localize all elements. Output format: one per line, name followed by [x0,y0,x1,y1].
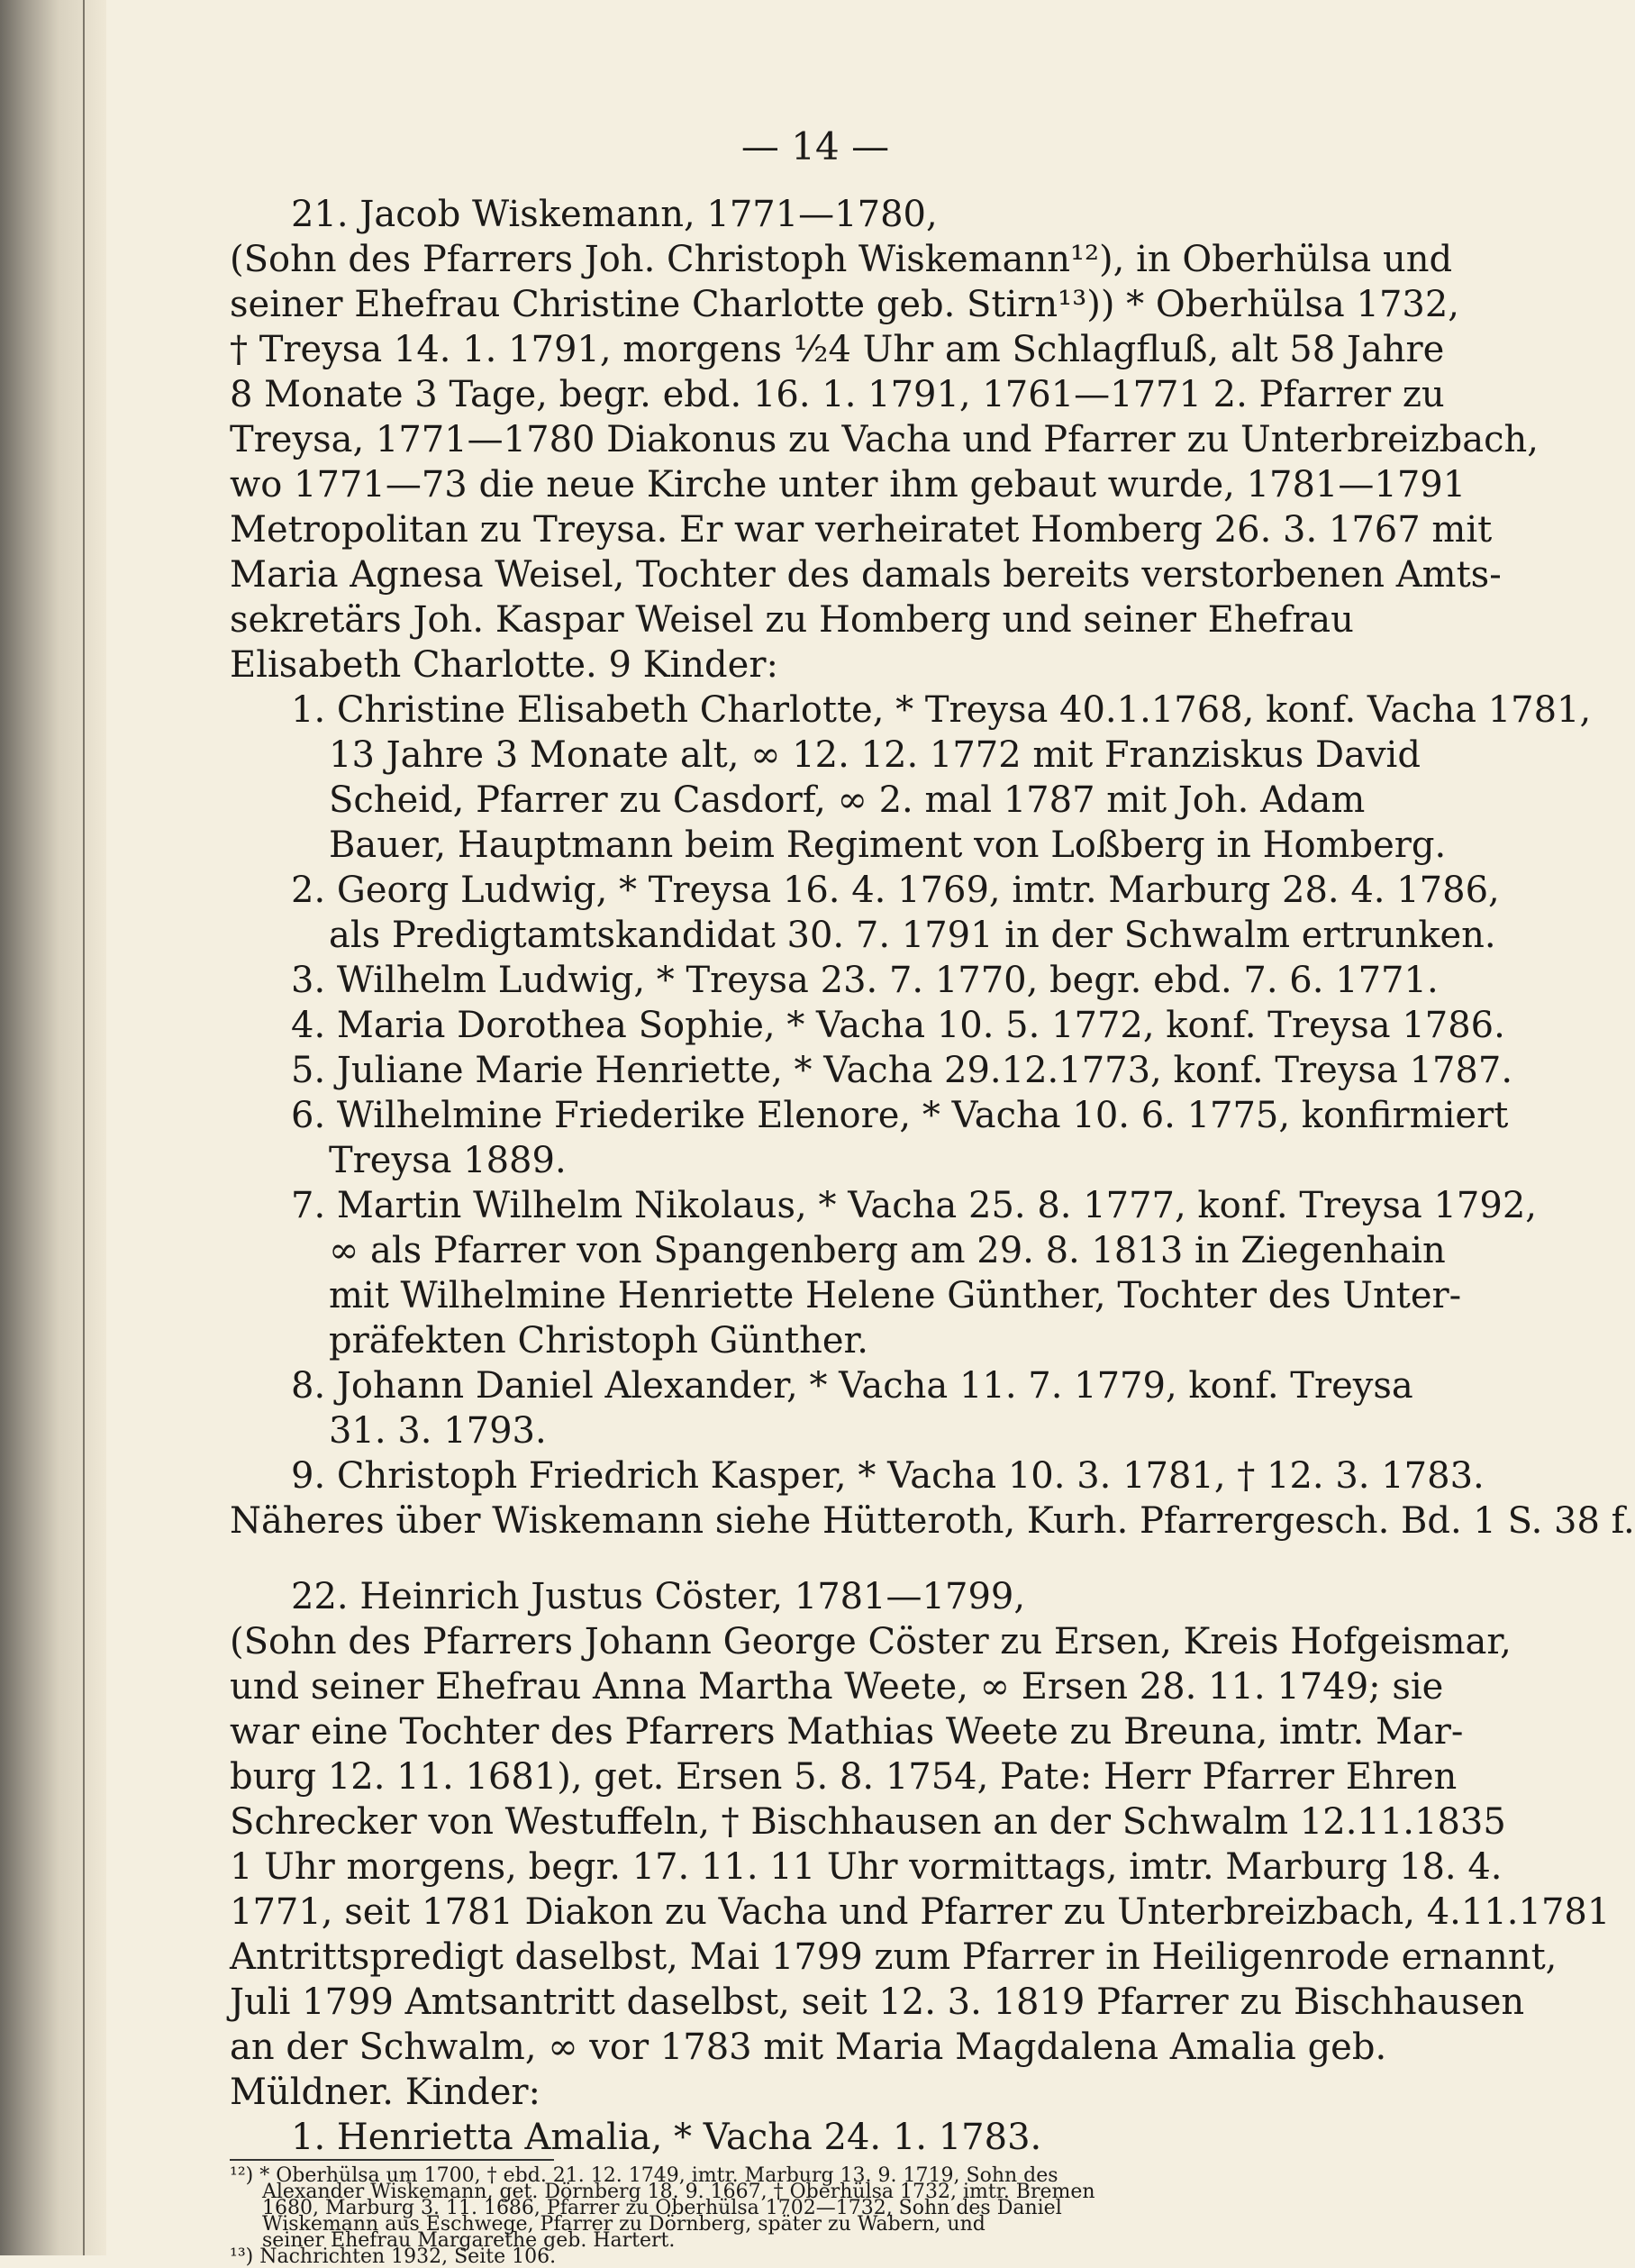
text-line: (Sohn des Pfarrers Joh. Christoph Wiskemann¹²), in Oberhülsa und [230,239,1453,280]
text-line: und seiner Ehefrau Anna Martha Weete, ∞ Ersen 28. 11. 1749; sie [230,1666,1444,1708]
text-line: war eine Tochter des Pfarrers Mathias Weete zu Breuna, imtr. Mar- [230,1711,1464,1753]
text-line: Müldner. Kinder: [230,2072,541,2113]
book-spine-shadow [0,0,106,2255]
text-line: an der Schwalm, ∞ vor 1783 mit Maria Magdalena Amalia geb. [230,2027,1387,2068]
child-item-continuation: 13 Jahre 3 Monate alt, ∞ 12. 12. 1772 mit Franziskus David [329,734,1421,776]
text-line: Antrittspredigt daselbst, Mai 1799 zum Pfarrer in Heiligenrode ernannt, [230,1936,1558,1978]
child-item-continuation: Bauer, Hauptmann beim Regiment von Loßberg in Homberg. [329,824,1447,866]
text-line: Metropolitan zu Treysa. Er war verheiratet Homberg 26. 3. 1767 mit [230,509,1493,551]
child-item: 7. Martin Wilhelm Nikolaus, * Vacha 25. 8. 1777, konf. Treysa 1792, [291,1185,1537,1226]
footnote-12: ¹²) * Oberhülsa um 1700, † ebd. 21. 12. 1749, imtr. Marburg 13. 9. 1719, Sohn des [230,2164,1058,2187]
text-line: 1771, seit 1781 Diakon zu Vacha und Pfarrer zu Unterbreizbach, 4.11.1781 [230,1891,1611,1933]
child-item-continuation: Treysa 1889. [329,1140,567,1181]
text-line: Treysa, 1771—1780 Diakonus zu Vacha und Pfarrer zu Unterbreizbach, [230,419,1539,460]
footnote-12-continuation: 1680, Marburg 3. 11. 1686, Pfarrer zu Oberhülsa 1702—1732, Sohn des Daniel [262,2197,1062,2219]
child-item-continuation: ∞ als Pfarrer von Spangenberg am 29. 8. 1813 in Ziegenhain [329,1230,1446,1271]
text-line: (Sohn des Pfarrers Johann George Cöster zu Ersen, Kreis Hofgeismar, [230,1621,1512,1662]
page [230,0,1635,2268]
text-line: † Treysa 14. 1. 1791, morgens ½4 Uhr am Schlagfluß, alt 58 Jahre [230,329,1445,370]
child-item: 9. Christoph Friedrich Kasper, * Vacha 10. 3. 1781, † 12. 3. 1783. [291,1455,1485,1497]
text-line: seiner Ehefrau Christine Charlotte geb. Stirn¹³)) * Oberhülsa 1732, [230,284,1459,325]
text-line: Elisabeth Charlotte. 9 Kinder: [230,644,778,686]
child-item: 1. Christine Elisabeth Charlotte, * Treysa 40.1.1768, konf. Vacha 1781, [291,689,1592,731]
child-item-continuation: Scheid, Pfarrer zu Casdorf, ∞ 2. mal 1787 mit Joh. Adam [329,779,1366,821]
child-item-continuation: präfekten Christoph Günther. [329,1320,868,1362]
child-item: 8. Johann Daniel Alexander, * Vacha 11. 7. 1779, konf. Treysa [291,1365,1413,1407]
child-item: 1. Henrietta Amalia, * Vacha 24. 1. 1783. [291,2117,1042,2158]
child-item-continuation: mit Wilhelmine Henriette Helene Günther, Tochter des Unter- [329,1275,1462,1316]
child-item: 6. Wilhelmine Friederike Elenore, * Vacha 10. 6. 1775, konfirmiert [291,1095,1509,1136]
text-line: Juli 1799 Amtsantritt daselbst, seit 12. 3. 1819 Pfarrer zu Bischhausen [230,1981,1525,2023]
entry-21-heading: 21. Jacob Wiskemann, 1771—1780, [291,194,938,235]
child-item-continuation: 31. 3. 1793. [329,1410,547,1452]
text-line: Näheres über Wiskemann siehe Hütteroth, Kurh. Pfarrergesch. Bd. 1 S. 38 f. [230,1500,1635,1542]
text-line: Maria Agnesa Weisel, Tochter des damals bereits verstorbenen Amts- [230,554,1502,596]
text-line: wo 1771—73 die neue Kirche unter ihm gebaut wurde, 1781—1791 [230,464,1467,506]
footnote-rule [230,2159,554,2161]
child-item: 3. Wilhelm Ludwig, * Treysa 23. 7. 1770, begr. ebd. 7. 6. 1771. [291,960,1439,1001]
footnote-12-continuation: Alexander Wiskemann, get. Dörnberg 18. 9. 1667, † Oberhülsa 1732, imtr. Bremen [262,2181,1095,2203]
child-item: 4. Maria Dorothea Sophie, * Vacha 10. 5. 1772, konf. Treysa 1786. [291,1005,1505,1046]
child-item: 5. Juliane Marie Henriette, * Vacha 29.12.1773, konf. Treysa 1787. [291,1050,1513,1091]
page-number: — 14 — [740,124,890,169]
footnote-12-continuation: Wiskemann aus Eschwege, Pfarrer zu Dörnberg, später zu Wabern, und [262,2213,986,2236]
text-line: sekretärs Joh. Kaspar Weisel zu Homberg und seiner Ehefrau [230,599,1354,641]
child-item-continuation: als Predigtamtskandidat 30. 7. 1791 in der Schwalm ertrunken. [329,915,1496,956]
text-line: 8 Monate 3 Tage, begr. ebd. 16. 1. 1791, 1761—1771 2. Pfarrer zu [230,374,1445,415]
entry-22-heading: 22. Heinrich Justus Cöster, 1781—1799, [291,1576,1026,1617]
child-item: 2. Georg Ludwig, * Treysa 16. 4. 1769, imtr. Marburg 28. 4. 1786, [291,870,1500,911]
book-gutter-line [83,0,85,2255]
text-line: Schrecker von Westuffeln, † Bischhausen an der Schwalm 12.11.1835 [230,1801,1506,1843]
text-line: 1 Uhr morgens, begr. 17. 11. 11 Uhr vormittags, imtr. Marburg 18. 4. [230,1846,1503,1888]
text-line: burg 12. 11. 1681), get. Ersen 5. 8. 1754, Pate: Herr Pfarrer Ehren [230,1756,1458,1798]
footnote-13: ¹³) Nachrichten 1932, Seite 106. [230,2245,557,2268]
footnote-12-continuation: seiner Ehefrau Margarethe geb. Hartert. [262,2229,676,2252]
